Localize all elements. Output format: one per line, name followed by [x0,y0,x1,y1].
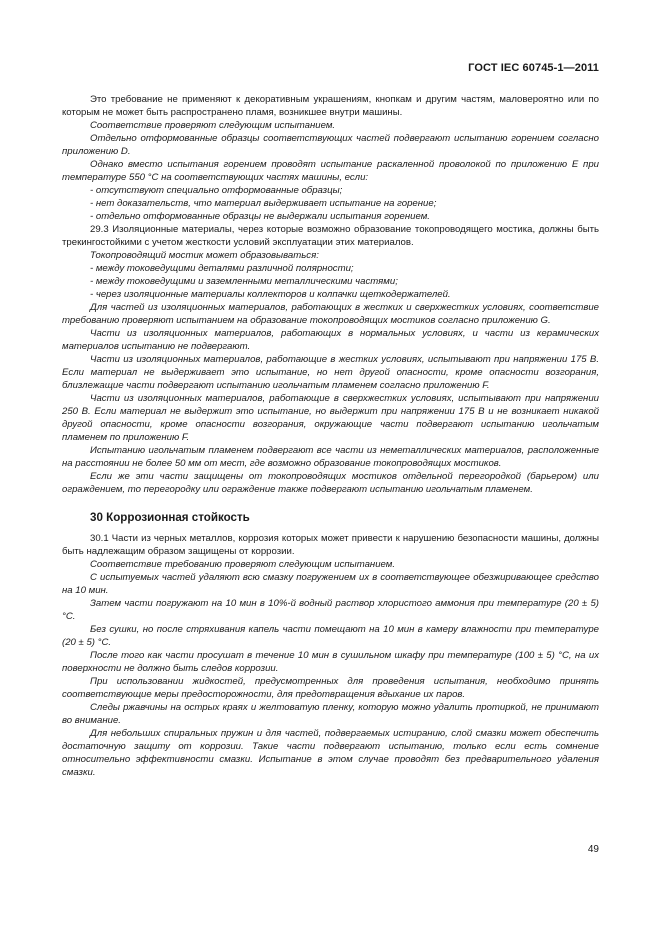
paragraph: Для частей из изоляционных материалов, работающих в жестких и сверхжестких условиях, соответствие требованию проверяют испытанием на образование токопроводящих мостиков согласно приложению G. [62,302,599,326]
paragraph: После того как части просушат в течение 10 мин в сушильном шкафу при температуре (100 ± 5) °С, на их поверхности не должно быть следов коррозии. [62,650,599,674]
list-item: - отдельно отформованные образцы не выдержали испытания горением. [90,211,430,222]
paragraph: Соответствие требованию проверяют следующим испытанием. [90,559,396,570]
list-item: - между токоведущими деталями различной полярности; [90,263,354,274]
paragraph: Следы ржавчины на острых краях и желтоватую пленку, которую можно удалить протиркой, не принимают во внимание. [62,702,599,726]
paragraph: Отдельно отформованные образцы соответствующих частей подвергают испытанию горением согласно приложению D. [62,133,599,157]
paragraph: Токопроводящий мостик может образовываться: [90,250,319,261]
paragraph: Части из изоляционных материалов, работающие в жестких условиях, испытывают при напряжении 175 В. Если материал не выдерживает это испытание, но нет другой опасности, кроме опасности возгорания, близлежащие части подвергают испытанию игольчатым пламенем согласно приложению F. [62,354,599,391]
list-item: - отсутствуют специально отформованные образцы; [90,185,343,196]
section-heading: 30 Коррозионная стойкость [90,511,250,524]
paragraph: Затем части погружают на 10 мин в 10%-й водный раствор хлористого аммония при температуре (20 ± 5) °С. [62,598,599,622]
paragraph: Без сушки, но после стряхивания капель части помещают на 10 мин в камеру влажности при температуре (20 ± 5) °С. [62,624,599,648]
paragraph: Это требование не применяют к декоративным украшениям, кнопкам и другим частям, маловероятно или по которым не может быть распространено пламя, возникшее внутри машины. [62,94,599,118]
paragraph: Испытанию игольчатым пламенем подвергают все части из неметаллических материалов, расположенные на расстоянии не более 50 мм от мест, где возможно образование токопроводящих мостиков. [62,445,599,469]
paragraph: С испытуемых частей удаляют всю смазку погружением их в соответствующее обезжиривающее средство на 10 мин. [62,572,599,596]
page-number: 49 [587,844,599,855]
paragraph: Для небольших спиральных пружин и для частей, подвергаемых истиранию, слой смазки может обеспечить достаточную защиту от коррозии. Такие части подвергают испытанию, только если есть сомнение относительно эффективности смазки. Испытание в этом случае проводят без предварительного удаления смазки. [62,728,599,778]
page-body [62,93,599,779]
list-item: - нет доказательств, что материал выдерживает испытание на горение; [90,198,437,209]
list-item: - между токоведущими и заземленными металлическими частями; [90,276,398,287]
paragraph: Однако вместо испытания горением проводят испытание раскаленной проволокой по приложению E при температуре 550 °С на соответствующих частях машины, если: [62,159,599,183]
paragraph: Если же эти части защищены от токопроводящих мостиков отдельной перегородкой (барьером) или ограждением, то перегородку или ограждение также подвергают испытанию игольчатым пламенем. [62,471,599,495]
paragraph: 29.3 Изоляционные материалы, через которые возможно образование токопроводящего мостика, должны быть трекингостойкими с учетом жесткости условий эксплуатации этих материалов. [62,224,599,248]
document-header: ГОСТ IEC 60745-1—2011 [468,62,599,74]
list-item: - через изоляционные материалы коллекторов и колпачки щеткодержателей. [90,289,451,300]
paragraph: Соответствие проверяют следующим испытанием. [90,120,336,131]
paragraph: При использовании жидкостей, предусмотренных для проведения испытания, необходимо принять соответствующие меры предосторожности, для предотвращения вдыхание их паров. [62,676,599,700]
paragraph: Части из изоляционных материалов, работающие в сверхжестких условиях, испытывают при напряжении 250 В. Если материал не выдержит это испытание, но выдержит при напряжении 175 В и не возникает никакой другой опасности, кроме опасности возгорания, окружающие части подвергают испытанию игольчатым пламенем по приложению F. [62,393,599,443]
paragraph: Части из изоляционных материалов, работающих в нормальных условиях, и части из керамических материалов испытанию не подвергают. [62,328,599,352]
paragraph: 30.1 Части из черных металлов, коррозия которых может привести к нарушению безопасности машины, должны быть надлежащим образом защищены от коррозии. [62,533,599,557]
